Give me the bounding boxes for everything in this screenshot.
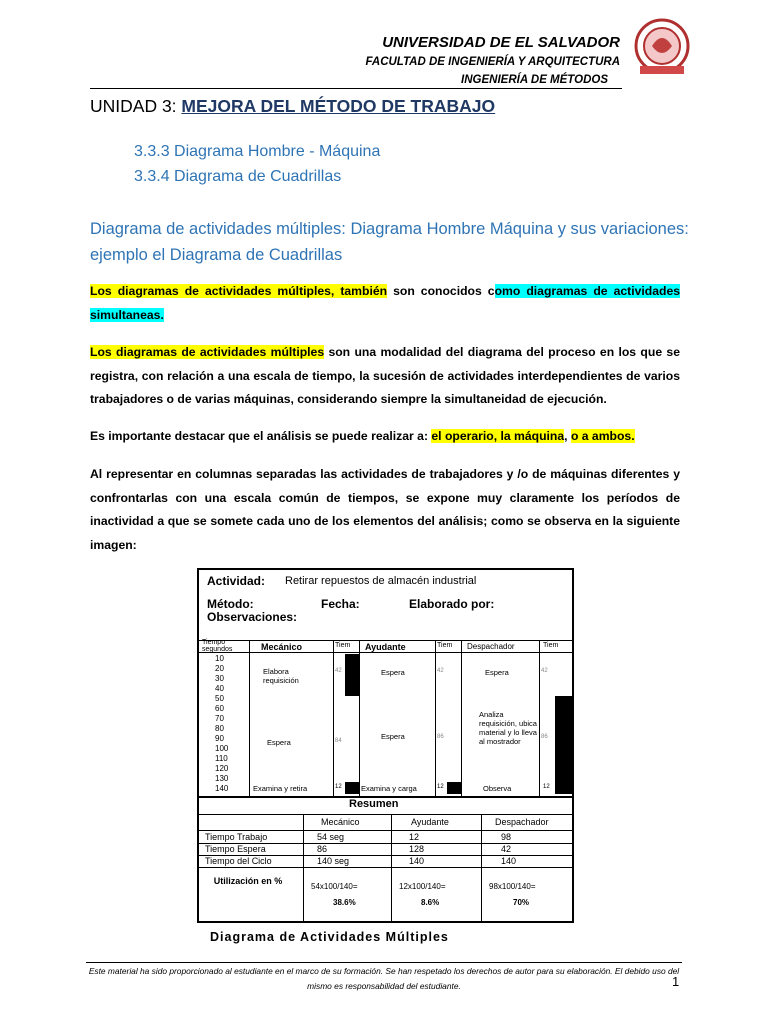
time-tick: 30 [215,674,224,683]
summary-row-label: Tiempo Espera [205,844,266,854]
time-tick: 110 [215,754,228,763]
method-label: Método: [207,597,254,611]
unit-title: MEJORA DEL MÉTODO DE TRABAJO [181,96,496,116]
rule [199,640,572,641]
col-mechanic: Mecánico [261,642,303,652]
clerk-time-1: 42 [541,668,548,674]
subject-name: INGENIERÍA DE MÉTODOS [461,74,608,86]
time-tick: 100 [215,744,229,753]
time-tick: 50 [215,694,224,703]
observations-label: Observaciones: [207,610,298,624]
unit-heading: UNIDAD 3: MEJORA DEL MÉTODO DE TRABAJO [90,96,496,116]
summary-cell: 140 [501,856,517,866]
col-helper: Ayudante [365,642,406,652]
summary-col-2: Ayudante [411,817,449,827]
util-formula-3: 98x100/140= [489,882,536,891]
footer-note: Este material ha sido proporcionado al estudiante en el marco de su formación. Se han respetado los derechos de autor para su elaboración. El debido uso del mismo es responsabilidad del estudiante. [88,966,680,991]
util-result-1: 38.6% [333,898,356,907]
col-tiem-1: Tiem [335,642,351,649]
paragraph-2: Los diagramas de actividades múltiples son una modalidad del diagrama del proceso en los que se registra, con relación a una escala de tiempo, la sucesión de actividades interdependientes de varios trabajadores o de varias máquinas, considerando siempre la simultaneidad de ejecución. [90,345,680,406]
util-result-2: 8.6% [421,898,440,907]
summary-cell: 54 seg [317,832,345,842]
summary-cell: 98 [501,832,512,842]
time-tick: 70 [215,714,224,723]
helper-activity-3: Examina y carga [361,784,417,793]
faculty-name: FACULTAD DE INGENIERÍA Y ARQUITECTURA [365,56,620,68]
util-formula-2: 12x100/140= [399,882,446,891]
university-name: UNIVERSIDAD DE EL SALVADOR [382,34,620,51]
summary-cell: 42 [501,844,512,854]
rule [199,814,572,815]
util-result-3: 70% [513,898,530,907]
made-by-label: Elaborado por: [409,597,495,611]
utilization-label: Utilización en % [213,876,283,886]
summary-col-1: Mecánico [321,817,360,827]
time-tick: 20 [215,664,224,673]
mech-activity-1: Elabora requisición [263,667,299,685]
rule [249,640,250,796]
time-tick: 40 [215,684,224,693]
footer-rule [86,962,682,963]
rule [539,640,540,796]
mech-work-bar [345,654,359,696]
page-number: 1 [672,974,680,989]
rule [435,640,436,796]
mech-time-1: 42 [335,668,342,674]
time-tick: 60 [215,704,224,713]
col-time: Tiempo segundos [202,639,233,653]
col-tiem-2: Tiem [437,642,453,649]
multiple-activity-diagram [197,568,574,923]
header-rule [90,88,622,89]
paragraph-4: Al representar en columnas separadas las actividades de trabajadores y /o de máquinas diferentes y confrontarlas con una escala común de tiempos, se expone muy claramente los períodos de inactividad a que se somete cada uno de los elementos del análisis; como se observa en la siguiente imagen: [90,467,680,552]
paragraph-1: Los diagramas de actividades múltiples, también son conocidos como diagramas de actividades simultaneas. [90,284,680,322]
helper-time-1: 42 [437,668,444,674]
rule [359,640,360,796]
summary-row-label: Tiempo Trabajo [205,832,268,842]
rule [199,830,572,831]
rule [333,640,334,796]
mech-activity-2: Espera [267,738,291,747]
summary-col-3: Despachador [495,817,549,827]
summary-row-label: Tiempo del Ciclo [205,856,272,866]
activity-label: Actividad: [207,574,266,588]
summary-cell: 140 [409,856,425,866]
section-title: Diagrama de actividades múltiples: Diagrama Hombre Máquina y sus variaciones: ejemplo el Diagrama de Cuadrillas [90,220,689,264]
helper-time-3: 12 [437,784,444,790]
summary-cell: 128 [409,844,425,854]
rule [199,867,572,868]
summary-title: Resumen [349,798,399,810]
figure-caption: Diagrama de Actividades Múltiples [210,930,449,944]
clerk-work-bar [555,696,572,794]
mech-activity-3: Examina y retira [253,784,308,793]
date-label: Fecha: [321,597,360,611]
col-clerk: Despachador [467,642,515,651]
time-tick: 130 [215,774,229,783]
mech-time-2: 84 [335,738,342,744]
time-tick: 80 [215,724,224,733]
mech-work-bar [345,782,359,794]
rule [461,640,462,796]
time-tick: 120 [215,764,229,773]
time-tick: 90 [215,734,224,743]
clerk-time-2: 86 [541,734,548,740]
mech-time-3: 12 [335,784,342,790]
util-formula-1: 54x100/140= [311,882,358,891]
rule [199,652,572,653]
summary-cell: 12 [409,832,420,842]
activity-value: Retirar repuestos de almacén industrial [285,575,477,587]
subsection-2: 3.3.4 Diagrama de Cuadrillas [134,168,342,185]
clerk-activity-3: Observa [483,784,512,793]
summary-cell: 86 [317,844,328,854]
time-tick: 140 [215,784,229,793]
helper-work-bar [447,782,461,794]
clerk-activity-1: Espera [485,668,509,677]
paragraph-3: Es importante destacar que el análisis se puede realizar a: el operario, la máquina, o a ambos. [90,429,635,443]
clerk-time-3: 12 [543,784,550,790]
col-tiem-3: Tiem [543,642,559,649]
helper-activity-2: Espera [381,732,405,741]
helper-time-2: 86 [437,734,444,740]
subsection-1: 3.3.3 Diagrama Hombre - Máquina [134,143,381,160]
university-seal-icon [634,16,690,80]
time-tick: 10 [215,654,224,663]
clerk-activity-2: Analiza requisición, ubica material y lo lleva al mostrador [479,710,537,746]
helper-activity-1: Espera [381,668,405,677]
summary-cell: 140 seg [317,856,350,866]
